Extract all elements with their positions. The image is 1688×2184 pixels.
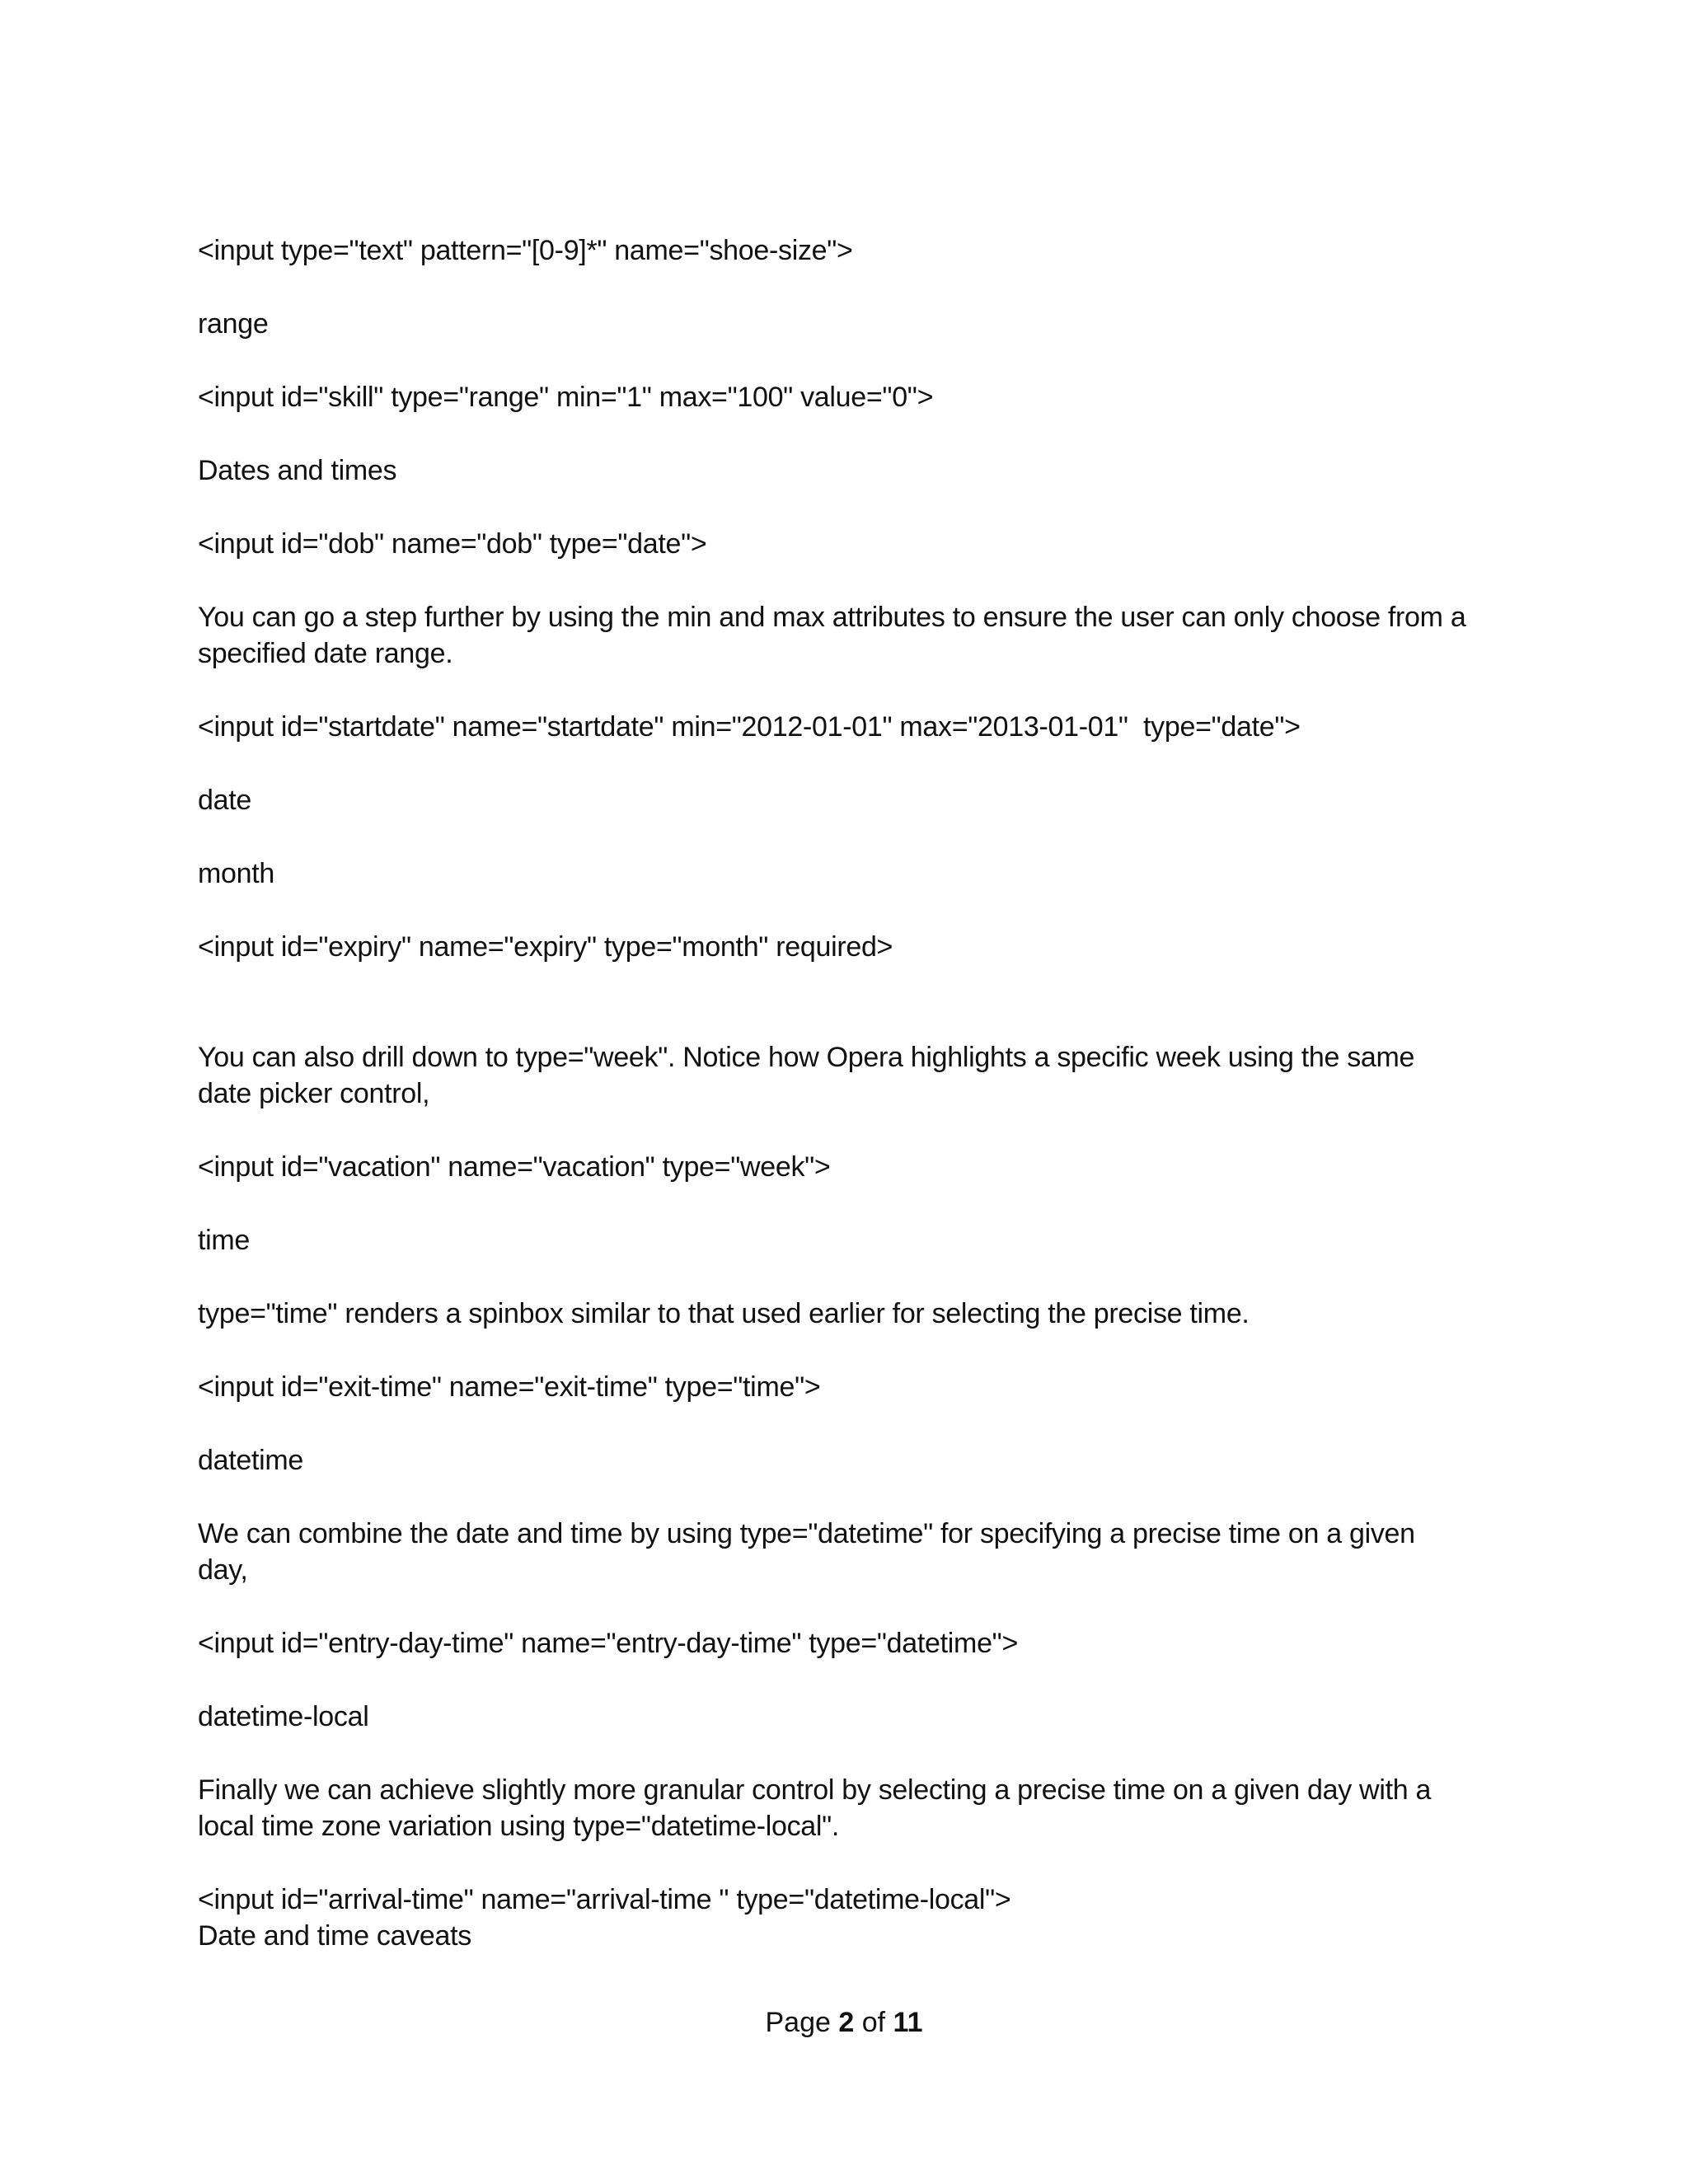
paragraph-datetime-line-1: We can combine the date and time by using type="datetime" for specifying a precise time on a given — [198, 1518, 1415, 1549]
paragraph-week-line-1: You can also drill down to type="week". Notice how Opera highlights a specific week using the same — [198, 1042, 1415, 1073]
code-line-entry-day-time: <input id="entry-day-time" name="entry-day-time" type="datetime"> — [198, 1628, 1019, 1659]
code-line-skill: <input id="skill" type="range" min="1" max="100" value="0"> — [198, 382, 934, 413]
page-footer — [0, 2004, 1688, 2041]
heading-dates-and-times: Dates and times — [198, 455, 397, 486]
paragraph-datetime-local-line-2: local time zone variation using type="datetime-local". — [198, 1811, 840, 1842]
code-line-expiry: <input id="expiry" name="expiry" type="month" required> — [198, 931, 893, 963]
code-line-vacation: <input id="vacation" name="vacation" type="week"> — [198, 1151, 831, 1183]
heading-datetime: datetime — [198, 1445, 304, 1476]
footer-of-word: of — [861, 2007, 886, 2038]
heading-date-and-time-caveats: Date and time caveats — [198, 1920, 471, 1952]
paragraph-min-max-line-2: specified date range. — [198, 638, 453, 669]
code-line-dob: <input id="dob" name="dob" type="date"> — [198, 528, 707, 560]
paragraph-week-line-2: date picker control, — [198, 1078, 430, 1109]
footer-page-word: Page — [765, 2007, 831, 2038]
paragraph-datetime-line-2: day, — [198, 1554, 248, 1586]
code-line-exit-time: <input id="exit-time" name="exit-time" type="time"> — [198, 1371, 821, 1403]
heading-time: time — [198, 1225, 251, 1256]
paragraph-time: type="time" renders a spinbox similar to that used earlier for selecting the precise time. — [198, 1298, 1250, 1329]
code-line-shoe-size: <input type="text" pattern="[0-9]*" name="shoe-size"> — [198, 235, 853, 266]
code-line-startdate: <input id="startdate" name="startdate" min="2012-01-01" max="2013-01-01" type="date"> — [198, 711, 1301, 743]
footer-total-pages: 11 — [893, 2007, 923, 2038]
paragraph-datetime-local-line-1: Finally we can achieve slightly more granular control by selecting a precise time on a given day with a — [198, 1774, 1432, 1806]
footer-page-number: 2 — [838, 2007, 855, 2038]
heading-date: date — [198, 785, 251, 816]
heading-datetime-local: datetime-local — [198, 1701, 369, 1732]
code-line-arrival-time: <input id="arrival-time" name="arrival-time " type="datetime-local"> — [198, 1884, 1011, 1915]
heading-month: month — [198, 858, 274, 889]
paragraph-min-max-line-1: You can go a step further by using the min and max attributes to ensure the user can only choose from a — [198, 602, 1466, 633]
heading-range: range — [198, 308, 269, 340]
